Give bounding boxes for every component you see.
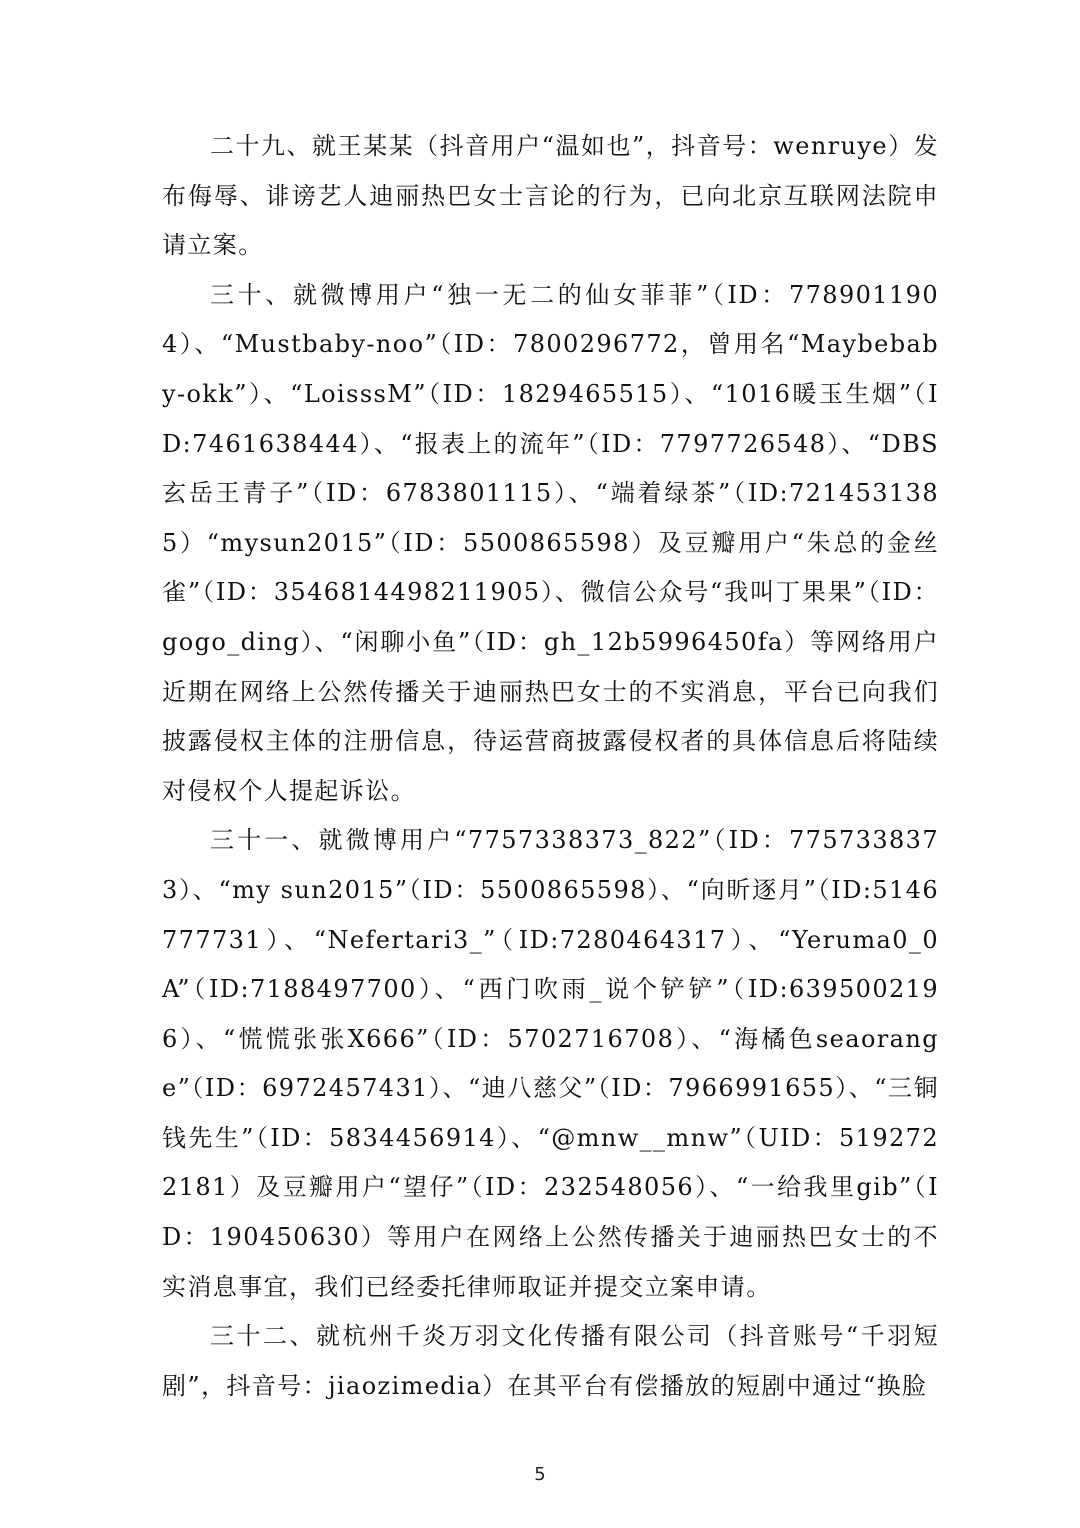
paragraph-30: 三十、就微博用户“独一无二的仙女菲菲”（ID：7789011904）、“Mustbaby-noo”（ID：7800296772，曾用名“Maybebaby-okk”）、“LoisssM”（ID：1829465515）、“1016暖玉生烟”（ID:7461638444）、“报表上的流年”（ID：7797726548）、“DBS玄岳王青子”（ID：6783801115）、“端着绿茶”（ID:7214531385）“mysun2015”（ID：5500865598）及豆瓣用户“朱总的金丝雀”（ID：3546814498211905）、微信公众号“我叫丁果果”（ID：gogo_ding）、“闲聊小鱼”（ID：gh_12b5996450fa）等网络用户近期在网络上公然传播关于迪丽热巴女士的不实消息，平台已向我们披露侵权主体的注册信息，待运营商披露侵权者的具体信息后将陆续对侵权个人提起诉讼。 xyxy=(162,280,939,805)
paragraph-31: 三十一、就微博用户“7757338373_822”（ID：7757338373）、“my sun2015”（ID：5500865598）、“向昕逐月”（ID:5146777731）、“Nefertari3_”（ID:7280464317）、“Yeruma0_0A”（ID:7188497700）、“西门吹雨_说个铲铲”（ID:6395002196）、“慌慌张张X666”（ID：5702716708）、“海橘色seaorange”（ID：6972457431）、“迪八慈父”（ID：7966991655）、“三铜钱先生”（ID：5834456914）、“@mnw__mnw”（UID：5192722181）及豆瓣用户“望仔”（ID：232548056）、“一给我里gib”（ID：190450630）等用户在网络上公然传播关于迪丽热巴女士的不实消息事宜，我们已经委托律师取证并提交立案申请。 xyxy=(162,826,939,1301)
paragraph-29: 二十九、就王某某（抖音用户“温如也”，抖音号：wenruye）发布侮辱、诽谤艺人迪丽热巴女士言论的行为，已向北京互联网法院申请立案。 xyxy=(162,132,939,260)
document-body xyxy=(162,122,939,1411)
page-number: 5 xyxy=(534,1464,546,1485)
paragraph-32: 三十二、就杭州千炎万羽文化传播有限公司（抖音账号“千羽短剧”，抖音号：jiaozimedia）在其平台有偿播放的短剧中通过“换脸 xyxy=(162,1322,939,1400)
